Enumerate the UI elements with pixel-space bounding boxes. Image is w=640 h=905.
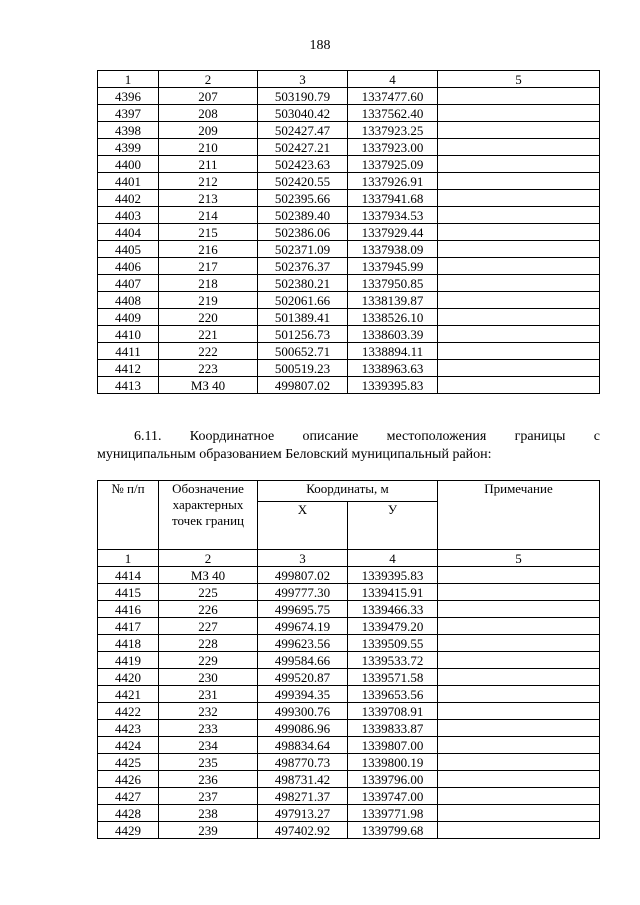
table-cell: 1339395.83: [348, 567, 438, 584]
table-cell: 223: [159, 360, 258, 377]
table-cell: [438, 122, 600, 139]
table-cell: 1337941.68: [348, 190, 438, 207]
table-cell: 500519.23: [258, 360, 348, 377]
table-cell: 497402.92: [258, 822, 348, 839]
table-cell: [438, 224, 600, 241]
table-cell: 499807.02: [258, 567, 348, 584]
table-cell: 233: [159, 720, 258, 737]
section-heading-line-2: муниципальным образованием Беловский муниципальный район:: [97, 447, 492, 462]
table-cell: 502376.37: [258, 258, 348, 275]
table-cell: 4415: [98, 584, 159, 601]
table-cell: 1339747.00: [348, 788, 438, 805]
section-heading-line-1: [97, 428, 600, 446]
table-cell: 4408: [98, 292, 159, 309]
table-cell: 499674.19: [258, 618, 348, 635]
table-cell: 499623.56: [258, 635, 348, 652]
table-cell: 226: [159, 601, 258, 618]
table-cell: [438, 241, 600, 258]
table-cell: 4424: [98, 737, 159, 754]
table-row: [98, 805, 600, 822]
table-cell: 237: [159, 788, 258, 805]
table-cell: 4405: [98, 241, 159, 258]
table-cell: 1338526.10: [348, 309, 438, 326]
table-cell: [438, 88, 600, 105]
table-cell: 212: [159, 173, 258, 190]
table-cell: 234: [159, 737, 258, 754]
table-cell: [438, 309, 600, 326]
table-cell: [438, 618, 600, 635]
table-cell: 1339509.55: [348, 635, 438, 652]
table-cell: 499807.02: [258, 377, 348, 394]
table-cell: 4406: [98, 258, 159, 275]
table-cell: 502420.55: [258, 173, 348, 190]
table-cell: 1339796.00: [348, 771, 438, 788]
table-cell: 4409: [98, 309, 159, 326]
table-cell: 209: [159, 122, 258, 139]
table-cell: 499520.87: [258, 669, 348, 686]
table-row: [98, 754, 600, 771]
table-row: [98, 275, 600, 292]
table-cell: 4427: [98, 788, 159, 805]
table-cell: 4426: [98, 771, 159, 788]
table-row: [98, 567, 600, 584]
table-cell: [438, 567, 600, 584]
column-number: 1: [98, 550, 159, 567]
table-cell: 502389.40: [258, 207, 348, 224]
table-cell: [438, 771, 600, 788]
column-number: 3: [258, 550, 348, 567]
heading-word: с: [593, 429, 600, 444]
table-cell: МЗ 40: [159, 567, 258, 584]
table-row: [98, 343, 600, 360]
table-cell: 1339653.56: [348, 686, 438, 703]
table-cell: 502371.09: [258, 241, 348, 258]
table-cell: [438, 720, 600, 737]
table-cell: 210: [159, 139, 258, 156]
table-cell: [438, 156, 600, 173]
table-row: [98, 720, 600, 737]
heading-word: местоположения: [386, 429, 487, 444]
table-cell: 499394.35: [258, 686, 348, 703]
table-row: [98, 703, 600, 720]
table-cell: 236: [159, 771, 258, 788]
table-cell: [438, 584, 600, 601]
table-cell: 4413: [98, 377, 159, 394]
table-cell: МЗ 40: [159, 377, 258, 394]
table-cell: 1338139.87: [348, 292, 438, 309]
table-cell: 207: [159, 88, 258, 105]
table-cell: 499300.76: [258, 703, 348, 720]
column-number: 5: [438, 71, 600, 88]
table-cell: 238: [159, 805, 258, 822]
table-cell: 502423.63: [258, 156, 348, 173]
table-cell: 498271.37: [258, 788, 348, 805]
table-cell: [438, 703, 600, 720]
coordinates-table-continued: [97, 70, 600, 394]
table-cell: 4397: [98, 105, 159, 122]
table-cell: 4420: [98, 669, 159, 686]
table-cell: 1337923.25: [348, 122, 438, 139]
table-cell: [438, 275, 600, 292]
header-designation: Обозначение характерных точек границ: [159, 481, 258, 550]
table-row: [98, 686, 600, 703]
table-cell: 501389.41: [258, 309, 348, 326]
table-cell: 229: [159, 652, 258, 669]
table-row: [98, 635, 600, 652]
table-row: [98, 652, 600, 669]
table-cell: 235: [159, 754, 258, 771]
heading-word: границы: [514, 429, 566, 444]
column-number: 5: [438, 550, 600, 567]
table-cell: 1339466.33: [348, 601, 438, 618]
table-cell: [438, 601, 600, 618]
table-row: [98, 822, 600, 839]
table-cell: 1338963.63: [348, 360, 438, 377]
table-cell: 231: [159, 686, 258, 703]
table-row: [98, 139, 600, 156]
table-cell: 220: [159, 309, 258, 326]
table-cell: 4412: [98, 360, 159, 377]
table-cell: 1337925.09: [348, 156, 438, 173]
table-row: [98, 326, 600, 343]
header-y: У: [348, 502, 438, 550]
table-cell: 1337934.53: [348, 207, 438, 224]
table-cell: [438, 635, 600, 652]
table-cell: 4421: [98, 686, 159, 703]
table-cell: [438, 805, 600, 822]
table-cell: 1339533.72: [348, 652, 438, 669]
table-cell: [438, 754, 600, 771]
table-cell: 1337926.91: [348, 173, 438, 190]
table-cell: 221: [159, 326, 258, 343]
section-6-11-heading: [97, 428, 600, 464]
table-cell: 503190.79: [258, 88, 348, 105]
table-cell: 4423: [98, 720, 159, 737]
table-cell: 227: [159, 618, 258, 635]
table-row: [98, 241, 600, 258]
table-cell: 1339799.68: [348, 822, 438, 839]
table-row: [98, 669, 600, 686]
table-cell: 1337929.44: [348, 224, 438, 241]
table-cell: 1337938.09: [348, 241, 438, 258]
heading-word: описание: [302, 429, 359, 444]
table-cell: 499695.75: [258, 601, 348, 618]
table-cell: 228: [159, 635, 258, 652]
table-cell: 1339571.58: [348, 669, 438, 686]
table-cell: 501256.73: [258, 326, 348, 343]
table-cell: 222: [159, 343, 258, 360]
table-cell: [438, 190, 600, 207]
table-cell: 1339708.91: [348, 703, 438, 720]
table-cell: 4399: [98, 139, 159, 156]
table-row: [98, 292, 600, 309]
table-cell: [438, 292, 600, 309]
table-cell: 1339833.87: [348, 720, 438, 737]
table-cell: 214: [159, 207, 258, 224]
table-cell: 1337950.85: [348, 275, 438, 292]
table-row: [98, 105, 600, 122]
column-number: 3: [258, 71, 348, 88]
table-row: [98, 258, 600, 275]
table-cell: 4422: [98, 703, 159, 720]
header-note: Примечание: [438, 481, 600, 550]
table-cell: 4429: [98, 822, 159, 839]
table-cell: 4410: [98, 326, 159, 343]
table-cell: 1338894.11: [348, 343, 438, 360]
table-cell: 4417: [98, 618, 159, 635]
table-cell: 1337945.99: [348, 258, 438, 275]
table-cell: [438, 737, 600, 754]
table-cell: [438, 652, 600, 669]
column-number: 1: [98, 71, 159, 88]
table-cell: [438, 139, 600, 156]
table-row: [98, 224, 600, 241]
table-cell: [438, 788, 600, 805]
table-cell: 1339395.83: [348, 377, 438, 394]
heading-word: Координатное: [189, 429, 275, 444]
table-cell: 4411: [98, 343, 159, 360]
table-row: [98, 377, 600, 394]
column-number: 2: [159, 550, 258, 567]
table-cell: 225: [159, 584, 258, 601]
table-cell: 4407: [98, 275, 159, 292]
table-row: [98, 156, 600, 173]
column-number-row: [98, 550, 600, 567]
table-cell: 1339800.19: [348, 754, 438, 771]
table-cell: 499584.66: [258, 652, 348, 669]
table-row: [98, 309, 600, 326]
table-cell: [438, 822, 600, 839]
table-cell: 500652.71: [258, 343, 348, 360]
table-cell: 502386.06: [258, 224, 348, 241]
table-cell: 4404: [98, 224, 159, 241]
table-cell: 4402: [98, 190, 159, 207]
table-cell: 499086.96: [258, 720, 348, 737]
table-cell: 499777.30: [258, 584, 348, 601]
heading-word: 6.11.: [134, 429, 162, 444]
table-cell: 230: [159, 669, 258, 686]
table-cell: 208: [159, 105, 258, 122]
table-row: [98, 771, 600, 788]
table-row: [98, 601, 600, 618]
table-row: [98, 173, 600, 190]
table-cell: 502380.21: [258, 275, 348, 292]
table-cell: 4419: [98, 652, 159, 669]
table-cell: 502427.47: [258, 122, 348, 139]
table-cell: 4425: [98, 754, 159, 771]
table-cell: 498834.64: [258, 737, 348, 754]
table-cell: 503040.42: [258, 105, 348, 122]
table-cell: 216: [159, 241, 258, 258]
table-cell: 4398: [98, 122, 159, 139]
table-cell: [438, 377, 600, 394]
table-cell: 215: [159, 224, 258, 241]
table-cell: 498770.73: [258, 754, 348, 771]
table-cell: 211: [159, 156, 258, 173]
header-num: № п/п: [98, 481, 159, 550]
table-cell: 218: [159, 275, 258, 292]
table-cell: [438, 360, 600, 377]
table-cell: 219: [159, 292, 258, 309]
column-number-row: [98, 71, 600, 88]
header-x: Х: [258, 502, 348, 550]
table-cell: [438, 326, 600, 343]
table-cell: 502395.66: [258, 190, 348, 207]
table-cell: 1337477.60: [348, 88, 438, 105]
table-cell: 4418: [98, 635, 159, 652]
table-cell: 1338603.39: [348, 326, 438, 343]
table-cell: 4414: [98, 567, 159, 584]
table-row: [98, 584, 600, 601]
table-cell: 1339807.00: [348, 737, 438, 754]
table-cell: 4401: [98, 173, 159, 190]
table-cell: [438, 258, 600, 275]
table-cell: 4396: [98, 88, 159, 105]
table-cell: 1339479.20: [348, 618, 438, 635]
table-row: [98, 88, 600, 105]
table-cell: 213: [159, 190, 258, 207]
coordinates-table-belovsky: [97, 480, 600, 839]
table-cell: 4428: [98, 805, 159, 822]
table-cell: [438, 686, 600, 703]
column-number: 4: [348, 550, 438, 567]
column-number: 4: [348, 71, 438, 88]
table-cell: [438, 669, 600, 686]
table-cell: 4416: [98, 601, 159, 618]
table-cell: [438, 207, 600, 224]
column-number: 2: [159, 71, 258, 88]
table-cell: 502427.21: [258, 139, 348, 156]
table-row: [98, 618, 600, 635]
table-cell: 1339415.91: [348, 584, 438, 601]
table-cell: 217: [159, 258, 258, 275]
table-cell: 1337923.00: [348, 139, 438, 156]
table-row: [98, 122, 600, 139]
table-row: [98, 207, 600, 224]
table-cell: 1337562.40: [348, 105, 438, 122]
header-coordinates: Координаты, м: [258, 481, 438, 502]
table-cell: 232: [159, 703, 258, 720]
table-cell: 502061.66: [258, 292, 348, 309]
table-cell: 497913.27: [258, 805, 348, 822]
table-row: [98, 788, 600, 805]
table-row: [98, 360, 600, 377]
table-cell: 1339771.98: [348, 805, 438, 822]
table-cell: [438, 105, 600, 122]
table-cell: 4403: [98, 207, 159, 224]
table-cell: 498731.42: [258, 771, 348, 788]
table-cell: [438, 173, 600, 190]
table-cell: 239: [159, 822, 258, 839]
table-cell: 4400: [98, 156, 159, 173]
table-row: [98, 737, 600, 754]
page-number: 188: [309, 38, 331, 53]
table-row: [98, 190, 600, 207]
table-cell: [438, 343, 600, 360]
